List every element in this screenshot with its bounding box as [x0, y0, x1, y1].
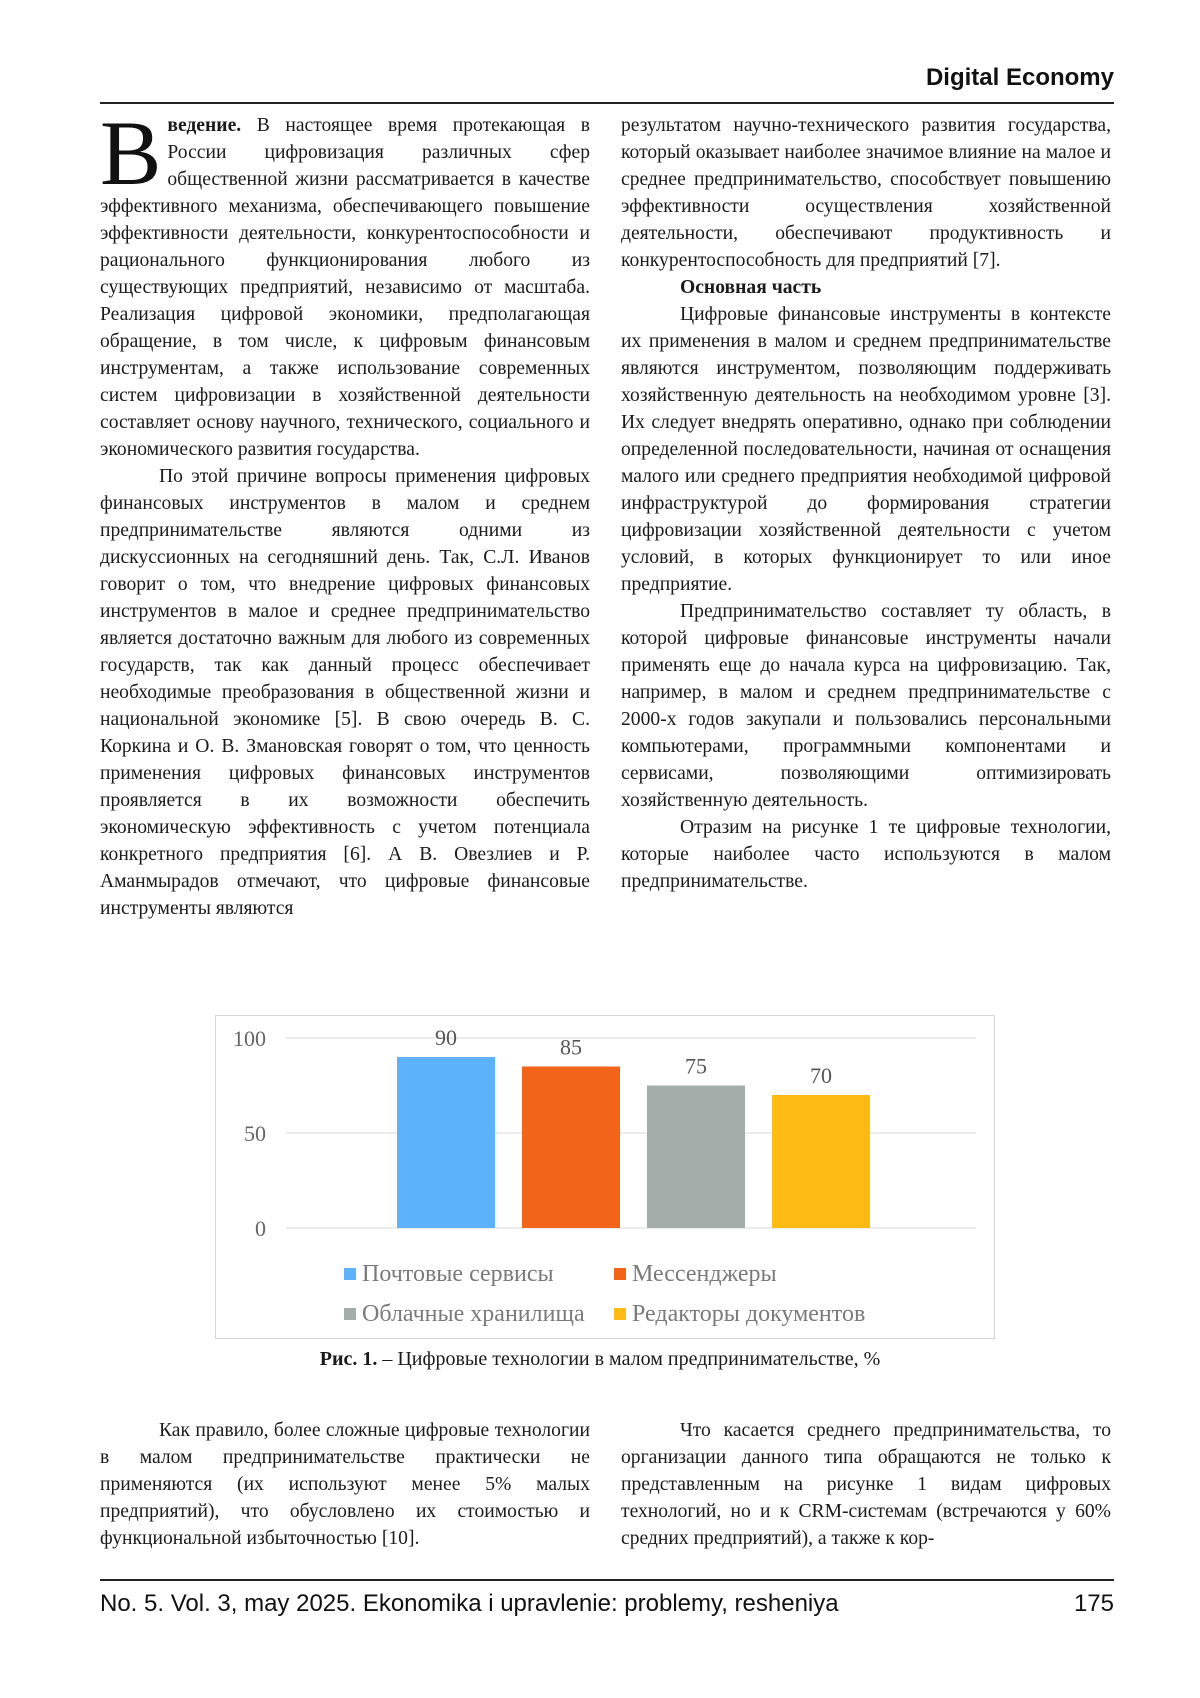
legend-label: Облачные хранилища: [362, 1300, 585, 1327]
legend-item: [344, 1301, 614, 1328]
figure-label: Рис. 1.: [319, 1348, 378, 1370]
bar: [647, 1086, 745, 1229]
legend-swatch: [614, 1308, 626, 1320]
legend-label: Мессенджеры: [632, 1260, 777, 1287]
footer-citation: No. 5. Vol. 3, may 2025. Ekonomika i upravlenie: problemy, resheniya: [100, 1590, 839, 1617]
legend-swatch: [344, 1268, 356, 1280]
right-column: [621, 112, 1111, 895]
paragraph: Что касается среднего предпринимательства, то организации данного типа обращаются не только к представленным на рисунке 1 видам цифровых технологий, но и к CRM-системам (встречаются у 60% средних предприятий), а также к кор-: [621, 1420, 1111, 1549]
legend-item: [614, 1301, 884, 1328]
paragraph: По этой причине вопросы применения цифровых финансовых инструментов в малом и среднем предпринимательстве являются одними из дискуссионных на сегодняшний день. Так, С.Л. Иванов говорит о том, что внедрение цифровых финансовых инструментов в малое и среднее предпринимательство является достаточно важным для любого из современных государств, так как данный процесс обеспечивает необходимые преобразования в общественной жизни и национальной экономике [5]. В свою очередь В. С. Коркина и О. В. Змановская говорят о том, что ценность применения цифровых финансовых инструментов проявляется в их возможности обеспечить экономическую эффективность с учетом потенциала конкретного предприятия [6]. А В. Овезлиев и Р. Аманмырадов отмечают, что цифровые финансовые инструменты являются: [100, 466, 590, 919]
paragraph: Цифровые финансовые инструменты в контексте их применения в малом и среднем предпринимательстве являются инструментом, позволяющим поддерживать хозяйственную деятельность на необходимом уровне [3]. Их следует внедрять оперативно, однако при соблюдении определенной последовательности, начиная от оснащения малого или среднего предприятия необходимой цифровой инфраструктурой до формирования стратегии цифровизации хозяйственной деятельности с учетом условий, в которых функционирует то или иное предприятие.: [621, 304, 1111, 595]
y-tick-label: 100: [233, 1026, 266, 1051]
legend-item: [614, 1261, 884, 1288]
data-label: 90: [435, 1025, 457, 1050]
section-heading: Основная часть: [680, 277, 822, 298]
data-label: 70: [810, 1063, 832, 1088]
legend-label: Почтовые сервисы: [362, 1260, 554, 1287]
data-label: 85: [560, 1034, 582, 1060]
figure-caption-text: – Цифровые технологии в малом предпринимательстве, %: [377, 1348, 881, 1370]
running-head: Digital Economy: [925, 64, 1114, 91]
bar: [772, 1095, 870, 1228]
chart-legend: [344, 1254, 944, 1334]
paragraph: Отразим на рисунке 1 те цифровые технологии, которые наиболее часто используются в малом предпринимательстве.: [621, 817, 1111, 892]
y-tick-label: 0: [255, 1216, 266, 1241]
paragraph: Предпринимательство составляет ту область, в которой цифровые финансовые инструменты начали применять еще до начала курса на цифровизацию. Так, например, в малом и среднем предпринимательстве с 2000-х годов закупали и пользовались персональными компьютерами, программными компонентами и сервисами, позволяющими оптимизировать хозяйственную деятельность.: [621, 601, 1111, 811]
right-column-bottom: [621, 1417, 1111, 1552]
intro-paragraph: [100, 102, 590, 463]
intro-text: В настоящее время протекающая в России цифровизация различных сфер общественной жизни рассматривается в качестве эффективного механизма, обеспечивающего повышение эффективности деятельности, конкурентоспособности и рационального функционирования любого из существующих предприятий, независимо от масштаба. Реализация цифровой экономики, предполагающая обращение, в том числе, к цифровым финансовым инструментам, а также использование современных систем цифровизации в хозяйственной деятельности составляет основу научного, технического, социального и экономического развития государства.: [100, 115, 590, 460]
left-column-bottom: [100, 1417, 590, 1552]
paragraph: Как правило, более сложные цифровые технологии в малом предпринимательстве практически не применяются (их используют менее 5% малых предприятий), что обусловлено их стоимостью и функциональной избыточностью [10].: [100, 1420, 590, 1549]
bar-chart: [215, 1015, 995, 1339]
bar: [397, 1057, 495, 1228]
y-tick-label: 50: [244, 1121, 266, 1146]
legend-swatch: [614, 1268, 626, 1280]
page-number: 175: [1073, 1590, 1114, 1617]
legend-swatch: [344, 1308, 356, 1320]
footer-rule: [100, 1579, 1114, 1581]
paragraph: результатом научно-технического развития государства, который оказывает наиболее значимое влияние на малое и среднее предпринимательство, способствует повышению эффективности осуществления хозяйственной деятельности, обеспечивают продуктивность и конкурентоспособность для предприятий [7].: [621, 115, 1111, 271]
bar: [522, 1067, 620, 1229]
intro-lead: ведение.: [167, 115, 242, 136]
header-rule: [100, 102, 1114, 104]
legend-label: Редакторы документов: [632, 1300, 866, 1327]
figure-caption: [0, 1348, 1200, 1371]
drop-cap: В: [100, 102, 162, 204]
left-column: [100, 102, 590, 922]
legend-item: [344, 1261, 614, 1288]
data-label: 75: [685, 1053, 707, 1079]
page-footer: [100, 1590, 1114, 1618]
